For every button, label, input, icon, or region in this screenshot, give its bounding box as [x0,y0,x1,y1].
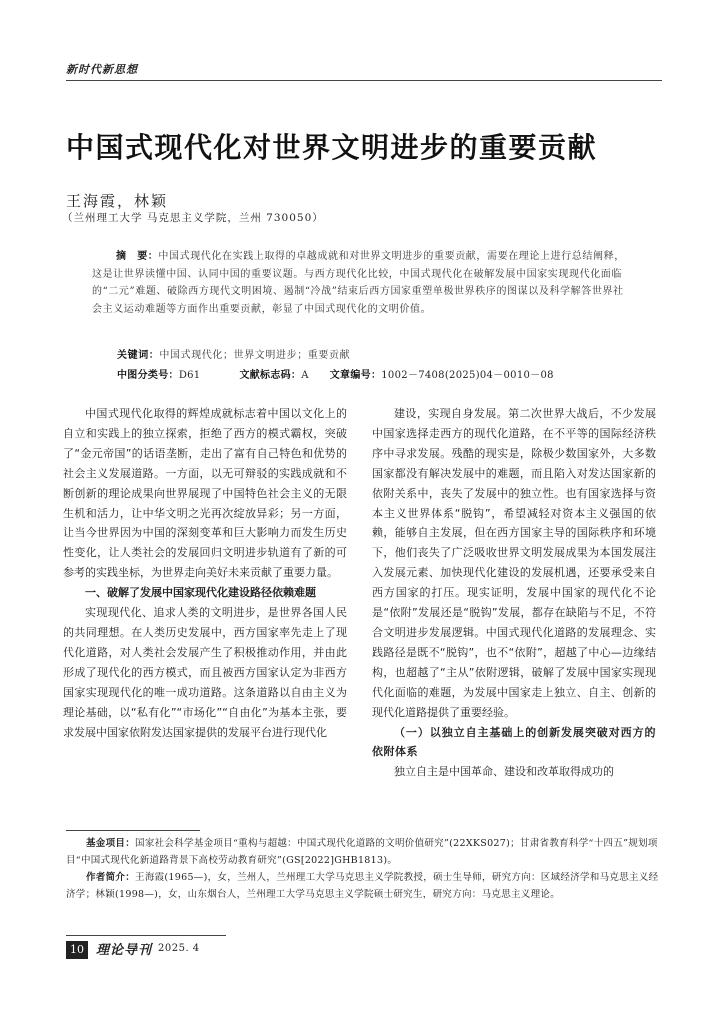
subsection-heading: （一）以独立自主基础上的创新发展突破对西方的依附体系 [372,725,656,759]
author-bio-label: 作者简介： [86,872,136,883]
header-divider [66,80,662,81]
abstract-text: 中国式现代化在实践上取得的卓越成就和对世界文明进步的重要贡献，需要在理论上进行总结阐释，这是让世界读懂中国、认同中国的重要议题。与西方现代化比较，中国式现代化在破解发展中国家实现现代化面临的“二元”难题、破除西方现代文明困境、遏制“冷战”结束后西方国家重塑单极世界秩序的图谋以及科学解答世界社会主义运动难题等方面作出重要贡献，彰显了中国式现代化的文明价值。 [92,251,625,315]
paragraph: 建设，实现自身发展。第二次世界大战后，不少发展中国家选择走西方的现代化道路，在不平等的国际经济秩序中寻求发展。残酷的现实是，除极少数国家外，大多数国家都没有解决发展中的难题，而且陷入对发达国家新的依附关系中，丧失了发展中的独立性。也有国家选择与资本主义世界体系“脱钩”，希望减轻对资本主义强国的依赖，能够自主发展，但在西方国家主导的国际秩序和环境下，他们丧失了广泛吸收世界文明发展成果为本国发展注入发展元素、加快现代化建设的发展机遇，还要承受来自西方国家的打压。现实证明，发展中国家的现代化不论是“依附”发展还是“脱钩”发展，都存在缺陷与不足，不符合文明进步发展逻辑。中国式现代化道路的发展理念、实践路径是既不“脱钩”，也不“依附”，超越了中心—边缘结构，也超越了“主从”依附逻辑，破解了发展中国家实现现代化面临的难题，为发展中国家走上独立、自主、创新的现代化道路提供了重要经验。 [372,407,656,719]
page-number: 10 [66,941,88,959]
keywords [117,346,350,361]
footer-divider [66,935,226,936]
journal-issue: 2025. 4 [158,943,200,954]
section-heading: 一、破解了发展中国家现代化建设路径依赖难题 [85,586,316,600]
doc-code-label: 文献标志码： [239,370,302,381]
body-right-column [372,404,656,782]
cls-label: 中图分类号： [117,370,179,381]
paragraph: 独立自主是中国革命、建设和改革取得成功的 [394,765,614,779]
doc-code-value: A [301,370,309,381]
classification-line [117,366,554,381]
keywords-label: 关键词： [117,350,160,361]
journal-name: 理论导刊 [96,943,153,958]
body-left-column [63,404,347,742]
paragraph: 实现现代化、追求人类的文明进步，是世界各国人民的共同理想。在人类历史发展中，西方国家率先走上了现代化道路，对人类社会发展产生了积极推动作用，并由此形成了现代化的西方模式，而且被西方国家认定为非西方国家实现现代化的唯一成功道路。这条道路以自由主义为理论基础，以“私有化”“市场化”“自由化”为基本主张，要求发展中国家依附发达国家提供的发展平台进行现代化 [63,606,347,739]
footnote-divider [66,830,200,831]
author-footnote [66,870,662,903]
cls-value: D61 [178,370,201,381]
article-title: 中国式现代化对世界文明进步的重要贡献 [66,131,598,164]
author-bio-text: 王海霞(1965—)，女，兰州人，兰州理工大学马克思主义学院教授，硕士生导师，研究方向：区域经济学和马克思主义经济学；林颖(1998—)，女，山东烟台人，兰州理工大学马克思主义学院硕士研究生，研究方向：马克思主义理论。 [66,872,659,900]
section-header: 新时代新思想 [66,63,138,76]
fund-label: 基金项目： [86,838,136,849]
article-authors: 王海霞，林颖 [66,192,169,210]
abstract-label: 摘 要： [116,251,159,262]
fund-text: 国家社会科学基金项目“重构与超越：中国式现代化道路的文明价值研究”(22XKS027)；甘肃省教育科学“十四五”规划项目“中国式现代化新道路背景下高校劳动教育研究”(GS[2022]GHB1813)。 [66,838,658,866]
fund-footnote [66,836,662,869]
article-id-label: 文章编号： [329,370,382,381]
article-id-value: 1002－7408(2025)04－0010－08 [381,370,554,381]
keywords-text: 中国式现代化；世界文明进步；重要贡献 [159,350,351,361]
paragraph: 中国式现代化取得的辉煌成就标志着中国以文化上的自立和实践上的独立探索，拒绝了西方的模式霸权，突破了“金元帝国”的话语垄断，走出了富有自己特色和优势的社会主义发展道路。一方面，以无可辩驳的实践成就和不断创新的理论成果向世界展现了中国特色社会主义的无限生机和活力，让中华文明之光再次绽放异彩；另一方面，让当今世界因为中国的深刻变革和巨大影响力而发生历史性变化，让人类社会的发展回归文明进步轨道有了新的可参考的实践坐标，为世界走向美好未来贡献了重要力量。 [63,407,347,580]
abstract [92,248,632,318]
author-affiliation: （兰州理工大学 马克思主义学院，兰州 730050） [62,212,324,224]
